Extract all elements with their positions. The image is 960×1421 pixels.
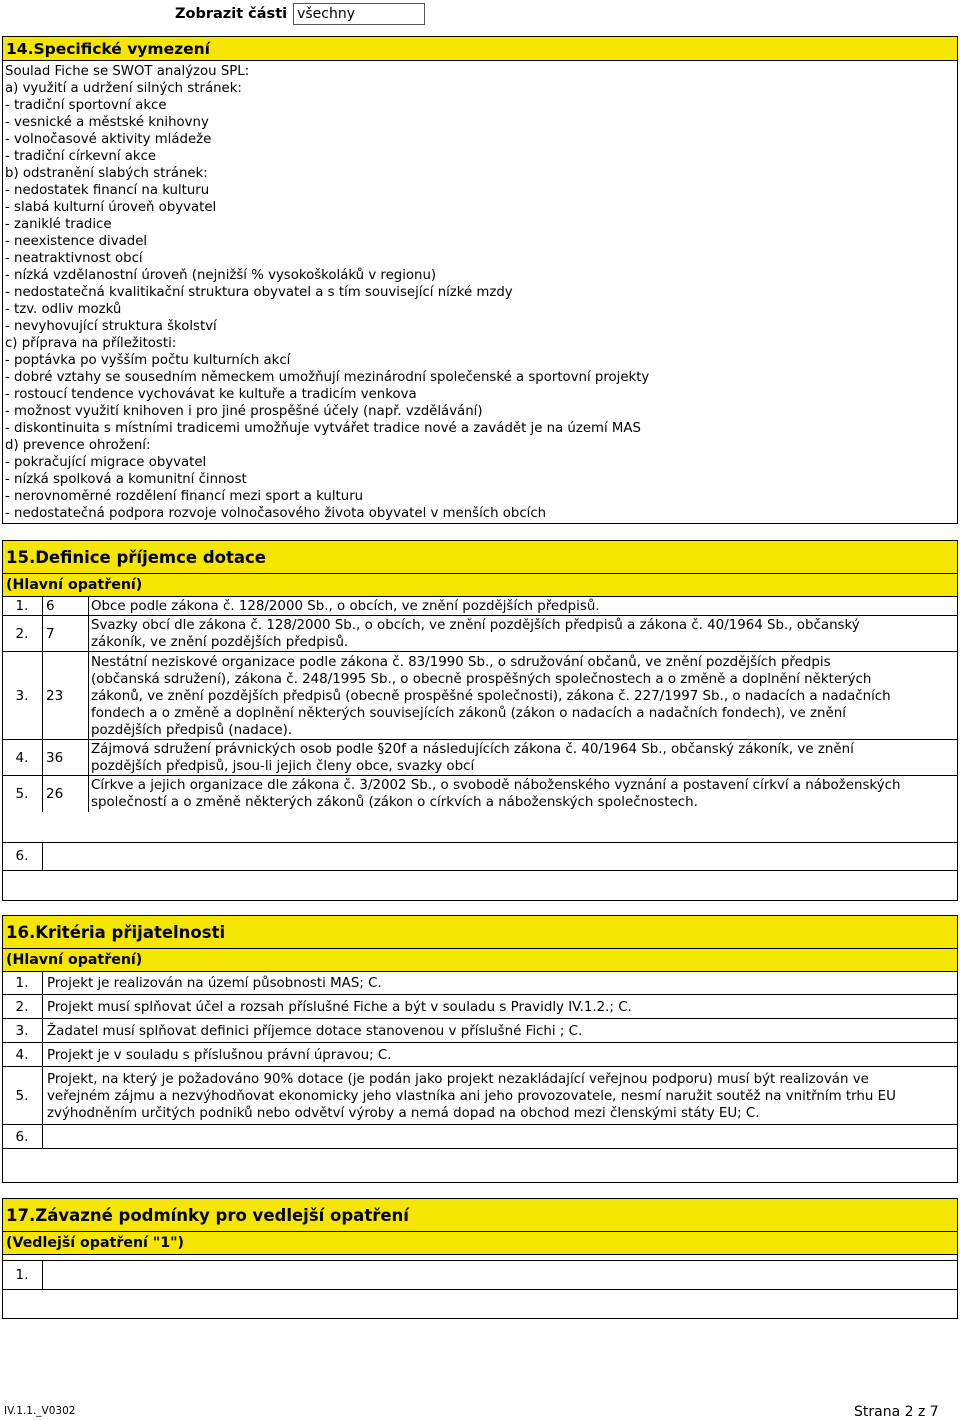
recipient-code: 36 bbox=[46, 750, 64, 766]
num-divider bbox=[42, 995, 43, 1019]
recipient-row bbox=[2, 616, 958, 652]
spec-line: - nedostatečná kvalitikační struktura obyvatel a s tím související nízké mzdy bbox=[5, 285, 513, 300]
spec-line: - neexistence divadel bbox=[5, 234, 148, 249]
spec-line: - nízká vzdělanostní úroveň (nejnižší % vysokoškoláků v regionu) bbox=[5, 268, 437, 283]
criteria-text bbox=[47, 1125, 955, 1149]
criteria-text-line: Žadatel musí splňovat definici příjemce dotace stanovenou v příslušné Fichi ; C. bbox=[47, 1023, 583, 1039]
criteria-text bbox=[47, 1067, 955, 1125]
recipient-code: 6 bbox=[46, 598, 55, 614]
recipient-text-line: zákoník, ve znění pozdějších předpisů. bbox=[91, 635, 349, 650]
spec-line: d) prevence ohrožení: bbox=[5, 438, 151, 453]
row-border bbox=[2, 1289, 958, 1290]
recipient-text-line: Obce podle zákona č. 128/2000 Sb., o obcích, ve znění pozdějších předpisů. bbox=[91, 598, 600, 614]
row-border bbox=[2, 1148, 958, 1149]
recipient-text-line: společností a o změně některých zákonů (zákon o církvích a náboženských společnostech. bbox=[91, 795, 698, 810]
doc-code: IV.1.1._V0302 bbox=[4, 1405, 76, 1417]
criteria-text-line: zvýhodněním určitých podniků nebo odvětví výroby a nemá dopad na obchod mezi členskými státy EU; C. bbox=[47, 1105, 760, 1121]
spec-line: - diskontinuita s místními tradicemi umožňuje vytvářet tradice nové a zavádět je na území MAS bbox=[5, 421, 641, 436]
recipient-text-line: Církve a jejich organizace dle zákona č. 3/2002 Sb., o svobodě náboženského vyznání a postavení církví a náboženských bbox=[91, 778, 901, 793]
row-number: 4. bbox=[15, 750, 29, 766]
criteria-text bbox=[47, 1019, 955, 1043]
section14-title: 14.Specifické vymezení bbox=[2, 36, 958, 61]
criteria-text bbox=[47, 995, 955, 1019]
row-number: 6. bbox=[15, 848, 29, 864]
criteria-text bbox=[47, 1043, 955, 1067]
recipient-text bbox=[91, 652, 957, 740]
spec-line: c) příprava na příležitosti: bbox=[5, 336, 177, 351]
recipient-row bbox=[2, 812, 958, 902]
recipient-code: 23 bbox=[46, 688, 64, 704]
section17-title: 17.Závazné podmínky pro vedlejší opatření bbox=[2, 1198, 958, 1232]
page-number: Strana 2 z 7 bbox=[854, 1404, 939, 1420]
row-number: 6. bbox=[15, 1129, 29, 1145]
row-border bbox=[2, 1260, 958, 1261]
recipient-text-line: fondech a o změně a doplnění některých souvisejících zákonů (zákon o nadacích a nadačních fondech), ve znění bbox=[91, 705, 846, 721]
recipient-text bbox=[91, 812, 957, 902]
text-divider bbox=[88, 740, 89, 776]
spec-line: b) odstranění slabých stránek: bbox=[5, 166, 208, 181]
criteria-text-line: Projekt, na který je požadováno 90% dotace (je podán jako projekt nezakládající veřejnou podporu) musí být realizován ve bbox=[47, 1071, 869, 1087]
num-divider bbox=[42, 971, 43, 995]
recipient-text bbox=[91, 596, 957, 616]
code-divider bbox=[42, 596, 43, 616]
spec-line: - tradiční sportovní akce bbox=[5, 98, 167, 113]
spec-line: - rostoucí tendence vychovávat ke kultuře a tradicím venkova bbox=[5, 387, 417, 402]
text-divider bbox=[88, 596, 89, 616]
code-divider bbox=[42, 842, 43, 870]
row-number: 2. bbox=[15, 626, 29, 642]
recipient-row bbox=[2, 776, 958, 812]
spec-line: - možnost využití knihoven i pro jiné prospěšné účely (např. vzdělávání) bbox=[5, 404, 483, 419]
recipient-text-line: Zájmová sdružení právnických osob podle §20f a následujících zákona č. 40/1964 Sb., občanský zákoník, ve znění bbox=[91, 742, 854, 757]
section15-subtitle: (Hlavní opatření) bbox=[2, 574, 958, 597]
recipient-code: 7 bbox=[46, 626, 55, 642]
recipient-text-line: zákonů, ve znění pozdějších předpisů (obecně prospěšné společnosti), zákona č. 227/1997 Sb., o nadacích a nadačních bbox=[91, 688, 891, 704]
spec-line: - tradiční církevní akce bbox=[5, 149, 157, 164]
criteria-row bbox=[2, 1125, 958, 1149]
text-divider bbox=[88, 776, 89, 812]
filter-label: Zobrazit části bbox=[175, 6, 288, 22]
criteria-text-line: Projekt je v souladu s příslušnou právní úpravou; C. bbox=[47, 1047, 392, 1063]
spec-line: - dobré vztahy se sousedním německem umožňují mezinárodní společenské a sportovní projekty bbox=[5, 370, 650, 385]
spec-line: - nevyhovující struktura školství bbox=[5, 319, 217, 334]
spec-line: - zaniklé tradice bbox=[5, 217, 112, 232]
spec-line: Soulad Fiche se SWOT analýzou SPL: bbox=[5, 64, 250, 79]
filter-select[interactable]: všechny bbox=[293, 3, 425, 25]
row-number: 5. bbox=[15, 786, 29, 802]
criteria-row bbox=[2, 971, 958, 995]
recipient-code: 26 bbox=[46, 786, 64, 802]
spec-line: - neatraktivnost obcí bbox=[5, 251, 143, 266]
num-divider bbox=[42, 1067, 43, 1125]
recipient-text-line: Nestátní neziskové organizace podle zákona č. 83/1990 Sb., o sdružování občanů, ve znění pozdějších předpis bbox=[91, 654, 831, 670]
row-number: 5. bbox=[15, 1088, 29, 1104]
filter-bar bbox=[175, 2, 425, 26]
section15-title: 15.Definice příjemce dotace bbox=[2, 540, 958, 574]
recipient-text bbox=[91, 616, 957, 652]
spec-line: - pokračující migrace obyvatel bbox=[5, 455, 207, 470]
row-number: 3. bbox=[15, 1023, 29, 1039]
text-divider bbox=[88, 652, 89, 740]
criteria-text-line: Projekt musí splňovat účel a rozsah příslušné Fiche a být v souladu s Pravidly IV.1.2.; C. bbox=[47, 999, 632, 1015]
recipient-text bbox=[91, 776, 957, 812]
row-number: 1. bbox=[15, 1267, 29, 1283]
section17-subtitle: (Vedlejší opatření "1") bbox=[2, 1232, 958, 1255]
row-border bbox=[2, 870, 958, 871]
row-number: 1. bbox=[15, 975, 29, 991]
spec-line: - slabá kulturní úroveň obyvatel bbox=[5, 200, 217, 215]
spec-line: a) využití a udržení silných stránek: bbox=[5, 81, 242, 96]
spec-line: - poptávka po vyšším počtu kulturních akcí bbox=[5, 353, 291, 368]
criteria-text-line: Projekt je realizován na území působnosti MAS; C. bbox=[47, 975, 382, 991]
criteria-row bbox=[2, 1067, 958, 1125]
row-number: 3. bbox=[15, 688, 29, 704]
code-divider bbox=[42, 776, 43, 812]
row-number: 2. bbox=[15, 999, 29, 1015]
code-divider bbox=[42, 652, 43, 740]
section14-lines bbox=[5, 63, 955, 522]
recipient-row bbox=[2, 596, 958, 616]
spec-line: - vesnické a městské knihovny bbox=[5, 115, 209, 130]
criteria-text-line: veřejném zájmu a nezvýhodňovat ekonomicky jeho vlastníka ani jeho provozovatele, nesmí naružit soutěž na vnitřním trhu EU bbox=[47, 1088, 896, 1104]
recipient-text-line: pozdějších předpisů, jsou-li jejich členy obce, svazky obcí bbox=[91, 759, 475, 774]
criteria-row bbox=[2, 1019, 958, 1043]
code-divider bbox=[42, 616, 43, 652]
spec-line: - tzv. odliv mozků bbox=[5, 302, 122, 317]
spec-line: - volnočasové aktivity mládeže bbox=[5, 132, 212, 147]
row-border bbox=[2, 842, 958, 843]
spec-line: - nerovnoměrné rozdělení financí mezi sport a kulturu bbox=[5, 489, 364, 504]
section16-title: 16.Kritéria přijatelnosti bbox=[2, 915, 958, 949]
recipient-text-line: pozdějších předpisů (nadace). bbox=[91, 722, 293, 738]
recipient-text bbox=[91, 740, 957, 776]
spec-line: - nedostatečná podpora rozvoje volnočasového života obyvatel v menších obcích bbox=[5, 506, 547, 521]
spec-line: - nedostatek financí na kulturu bbox=[5, 183, 210, 198]
recipient-row bbox=[2, 740, 958, 776]
row-number: 4. bbox=[15, 1047, 29, 1063]
text-divider bbox=[88, 616, 89, 652]
condition-row bbox=[2, 1260, 958, 1290]
recipient-code bbox=[46, 812, 86, 902]
num-divider bbox=[42, 1260, 43, 1290]
criteria-row bbox=[2, 1043, 958, 1067]
code-divider bbox=[42, 740, 43, 776]
criteria-row bbox=[2, 995, 958, 1019]
spec-line: - nízká spolková a komunitní činnost bbox=[5, 472, 247, 487]
section16-subtitle: (Hlavní opatření) bbox=[2, 949, 958, 972]
criteria-text bbox=[47, 971, 955, 995]
num-divider bbox=[42, 1043, 43, 1067]
row-number: 1. bbox=[15, 598, 29, 614]
num-divider bbox=[42, 1019, 43, 1043]
recipient-text-line: Svazky obcí dle zákona č. 128/2000 Sb., o obcích, ve znění pozdějších předpisů a zákona č. 40/1964 Sb., občanský bbox=[91, 618, 860, 633]
recipient-row bbox=[2, 652, 958, 740]
num-divider bbox=[42, 1125, 43, 1149]
recipient-text-line: (občanská sdružení), zákona č. 248/1995 Sb., o obecně prospěšných společnostech a o změně a doplnění některých bbox=[91, 671, 872, 687]
